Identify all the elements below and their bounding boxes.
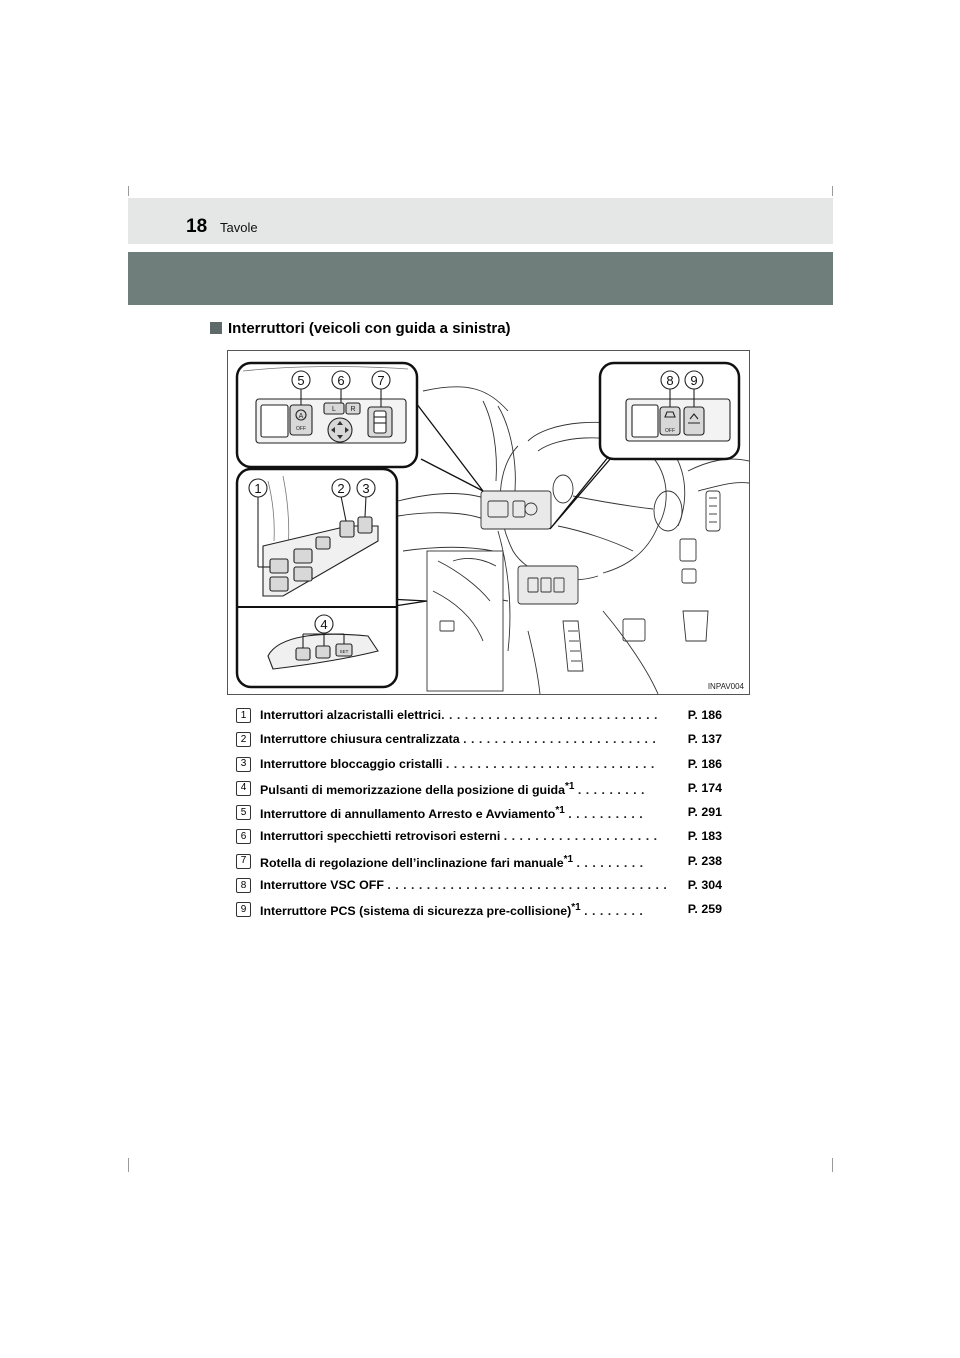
callout-1	[249, 479, 267, 497]
callout-6	[332, 371, 350, 389]
inset-window-memory	[237, 469, 397, 687]
svg-text:OFF: OFF	[665, 428, 675, 434]
svg-text:9: 9	[690, 373, 698, 388]
item-number: 5	[236, 805, 251, 820]
svg-text:OFF: OFF	[296, 426, 306, 432]
footnote-marker: *1	[571, 902, 581, 914]
callout-2	[332, 479, 350, 497]
item-number: 9	[236, 902, 251, 917]
dashboard-drawing	[228, 351, 749, 694]
section-band	[128, 252, 833, 305]
leader-dots: . . . . . . . . . . . . . . . . . . . . . . . . . . . .	[441, 708, 658, 722]
page-reference[interactable]: P. 183	[687, 829, 722, 844]
item-label: Pulsanti di memorizzazione della posizione di guida	[260, 783, 565, 798]
inset-vsc-pcs	[600, 363, 739, 459]
item-number: 6	[236, 829, 251, 844]
svg-text:7: 7	[377, 373, 385, 388]
heading-square-icon	[210, 322, 222, 334]
item-label: Interruttori alzacristalli elettrici	[260, 708, 442, 722]
item-label: Interruttore bloccaggio cristalli	[260, 756, 443, 771]
legend-item	[236, 899, 726, 923]
callout-7	[372, 371, 390, 389]
item-label: Interruttore PCS (sistema di sicurezza pre-collisione)	[260, 904, 572, 919]
page-reference[interactable]: P. 259	[687, 902, 722, 917]
section-heading	[210, 318, 511, 338]
inset-stop-start-mirrors	[237, 363, 417, 467]
leader-dots: . . . . . . . .	[584, 904, 644, 919]
trim-mark	[128, 1158, 129, 1172]
heading-text: Interruttori (veicoli con guida a sinistra)	[228, 319, 511, 337]
page-reference[interactable]: P. 186	[687, 756, 722, 771]
legend-item	[236, 778, 726, 802]
svg-text:A: A	[298, 413, 304, 420]
item-label: Rotella di regolazione dell’inclinazione fari manuale	[260, 855, 564, 870]
svg-text:8: 8	[666, 373, 674, 388]
item-number: 8	[236, 878, 251, 893]
leader-dots: . . . . . . . . . . . . . . . . . . . . . . . . .	[463, 732, 657, 747]
item-label: Interruttore VSC OFF	[260, 878, 384, 893]
svg-text:2: 2	[337, 481, 345, 496]
switches-illustration	[227, 350, 750, 695]
item-number: 4	[236, 781, 251, 796]
legend-item	[236, 851, 726, 875]
page-reference[interactable]: P. 304	[687, 878, 722, 893]
item-number: 1	[236, 708, 251, 723]
legend-item	[236, 705, 726, 729]
svg-text:R: R	[350, 406, 356, 413]
item-number: 3	[236, 757, 251, 772]
page-reference[interactable]: P. 186	[687, 708, 722, 722]
item-label: Interruttori specchietti retrovisori esterni	[260, 829, 501, 844]
svg-text:4: 4	[320, 617, 328, 632]
callout-9	[685, 371, 703, 389]
page-reference[interactable]: P. 238	[687, 853, 722, 868]
svg-text:L: L	[332, 406, 336, 413]
footnote-marker: *1	[563, 853, 574, 865]
svg-text:1: 1	[254, 481, 262, 496]
legend-item	[236, 875, 726, 899]
svg-text:3: 3	[362, 481, 370, 496]
leader-dots: . . . . . . . . . .	[568, 807, 644, 822]
svg-text:SET: SET	[339, 649, 349, 654]
callout-8	[661, 371, 679, 389]
footnote-marker: *1	[555, 805, 565, 817]
page-reference[interactable]: P. 137	[687, 732, 722, 747]
item-number: 7	[236, 854, 251, 869]
figure-id: INPAV004	[707, 682, 744, 691]
switch-legend	[236, 705, 726, 924]
trim-mark	[832, 1158, 833, 1172]
item-label: Interruttore chiusura centralizzata	[260, 732, 460, 747]
page-reference[interactable]: P. 291	[687, 805, 722, 820]
leader-dots: . . . . . . . . . . . . . . . . . . . . . . . . . . .	[445, 756, 655, 771]
section-title: Tavole	[220, 220, 258, 235]
leader-dots: . . . . . . . . .	[577, 783, 645, 798]
legend-item	[236, 729, 726, 753]
page-header	[128, 198, 833, 244]
trim-mark	[832, 186, 833, 196]
item-label: Interruttore di annullamento Arresto e Avviamento	[260, 807, 556, 822]
page-number: 18	[186, 216, 208, 237]
leader-dots: . . . . . . . . .	[576, 855, 644, 870]
leader-dots: . . . . . . . . . . . . . . . . . . . . . . . . . . . . . . . . . . . .	[387, 878, 668, 893]
callout-3	[357, 479, 375, 497]
svg-text:6: 6	[337, 373, 345, 388]
legend-item	[236, 826, 726, 850]
trim-mark	[128, 186, 129, 196]
footnote-marker: *1	[565, 780, 575, 792]
legend-item	[236, 802, 726, 826]
svg-text:5: 5	[297, 373, 305, 388]
item-number: 2	[236, 732, 251, 747]
callout-4	[315, 615, 333, 633]
page-reference[interactable]: P. 174	[687, 780, 722, 795]
leader-dots: . . . . . . . . . . . . . . . . . . . .	[503, 829, 658, 844]
callout-5	[292, 371, 310, 389]
legend-item	[236, 754, 726, 778]
